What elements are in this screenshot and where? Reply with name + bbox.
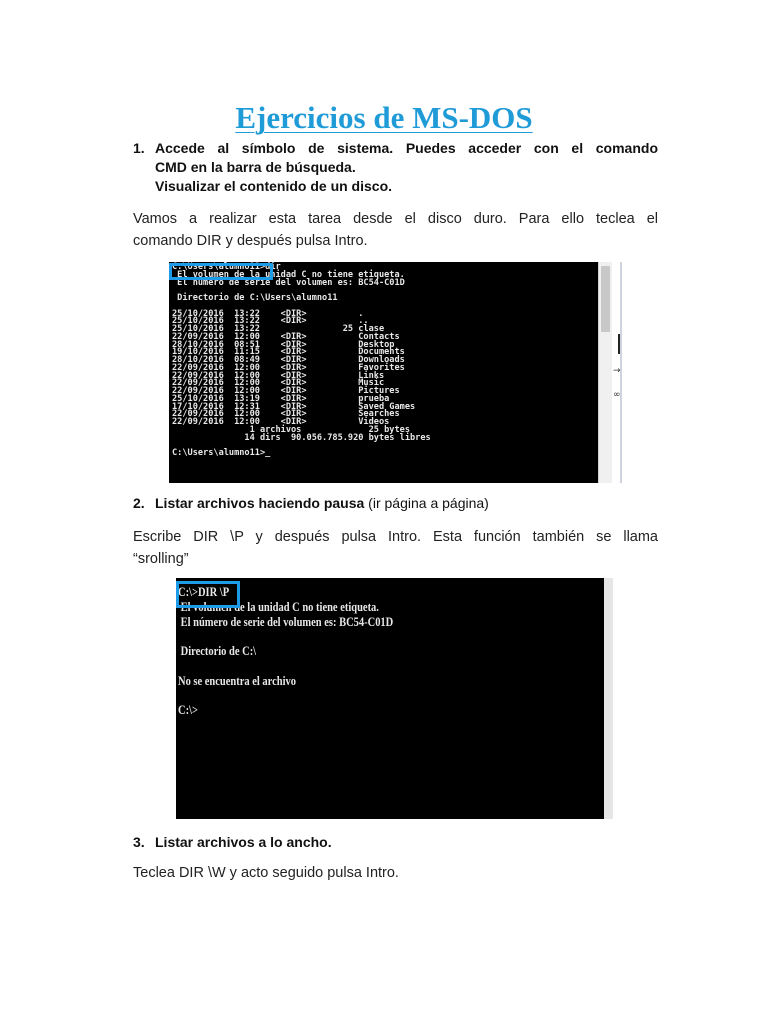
section-3-heading: Listar archivos a lo ancho.	[155, 834, 332, 850]
terminal-output-dir-p: C:\>DIR \P El volumen de la unidad C no tiene etiqueta. El número de serie del volumen es: BC54-C01D Directorio de C:\ No se encuentra el archivo C:\>	[178, 585, 394, 718]
paragraph-1-line-1: Vamos a realizar esta tarea desde el disco duro. Para ello teclea el	[133, 211, 658, 227]
paragraph-2-line-1: Escribe DIR \P y después pulsa Intro. Esta función también se llama	[133, 529, 658, 545]
scrollbar-thumb	[601, 266, 610, 332]
page-title: Ejercicios de MS-DOS	[235, 100, 533, 135]
terminal-window-edge	[612, 262, 627, 483]
paragraph-3-line-1: Teclea DIR \W y acto seguido pulsa Intro.	[133, 865, 399, 881]
paragraph-1	[133, 208, 658, 252]
section-1-number: 1.	[133, 140, 145, 156]
section-1-line-1: Accede al símbolo de sistema. Puedes acceder con el comando	[155, 140, 658, 156]
section-3	[133, 833, 658, 852]
highlight-box-dir-p-command	[176, 581, 240, 608]
paragraph-1-line-2: comando DIR y después pulsa Intro.	[133, 233, 368, 249]
section-1-line-3: Visualizar el contenido de un disco.	[155, 178, 393, 194]
terminal-window-edge	[604, 578, 613, 819]
section-2-heading: Listar archivos haciendo pausa	[155, 495, 365, 511]
paragraph-3	[133, 862, 658, 884]
terminal-screenshot-dir-p	[176, 578, 613, 819]
section-2-note: (ir página a página)	[364, 495, 489, 511]
edge-glyph-icon: →	[613, 366, 621, 376]
section-2	[133, 494, 658, 513]
terminal-screenshot-dir	[169, 262, 598, 483]
paragraph-2	[133, 526, 658, 570]
edge-glyph-icon: ∞	[613, 390, 621, 400]
text-cursor-icon	[618, 334, 620, 354]
highlight-box-dir-command	[169, 263, 273, 280]
section-2-number: 2.	[133, 495, 145, 511]
section-1	[133, 139, 658, 196]
terminal-output-dir: C:\Users\alumno11>dir El volumen de la unidad C no tiene etiqueta. El número de serie del volumen es: BC54-C01D Directorio de C:\Users\alumno11 25/10/2016 13:22 <DIR> . 25/10/2016 13:22 <DIR> .. 25/10/2016 13:22 25 clase 22/09/2016 12:00 <DIR> Contacts 28/10/2016 08:51 <DIR> Desktop 19/10/2016 11:15 <DIR> Documents 28/10/2016 08:49 <DIR> Downloads 22/09/2016 12:00 <DIR> Favorites 22/09/2016 12:00 <DIR> Links 22/09/2016 12:00 <DIR> Music 22/09/2016 12:00 <DIR> Pictures 25/10/2016 13:19 <DIR> prueba 17/10/2016 12:31 <DIR> Saved Games 22/09/2016 12:00 <DIR> Searches 22/09/2016 12:00 <DIR> Videos 1 archivos 25 bytes 14 dirs 90.056.785.920 bytes libres C:\Users\alumno11>_	[172, 262, 431, 458]
terminal-scrollbar	[598, 262, 612, 483]
paragraph-2-line-2: “srolling”	[133, 551, 189, 567]
section-3-number: 3.	[133, 834, 145, 850]
section-1-line-2: CMD en la barra de búsqueda.	[155, 159, 356, 175]
